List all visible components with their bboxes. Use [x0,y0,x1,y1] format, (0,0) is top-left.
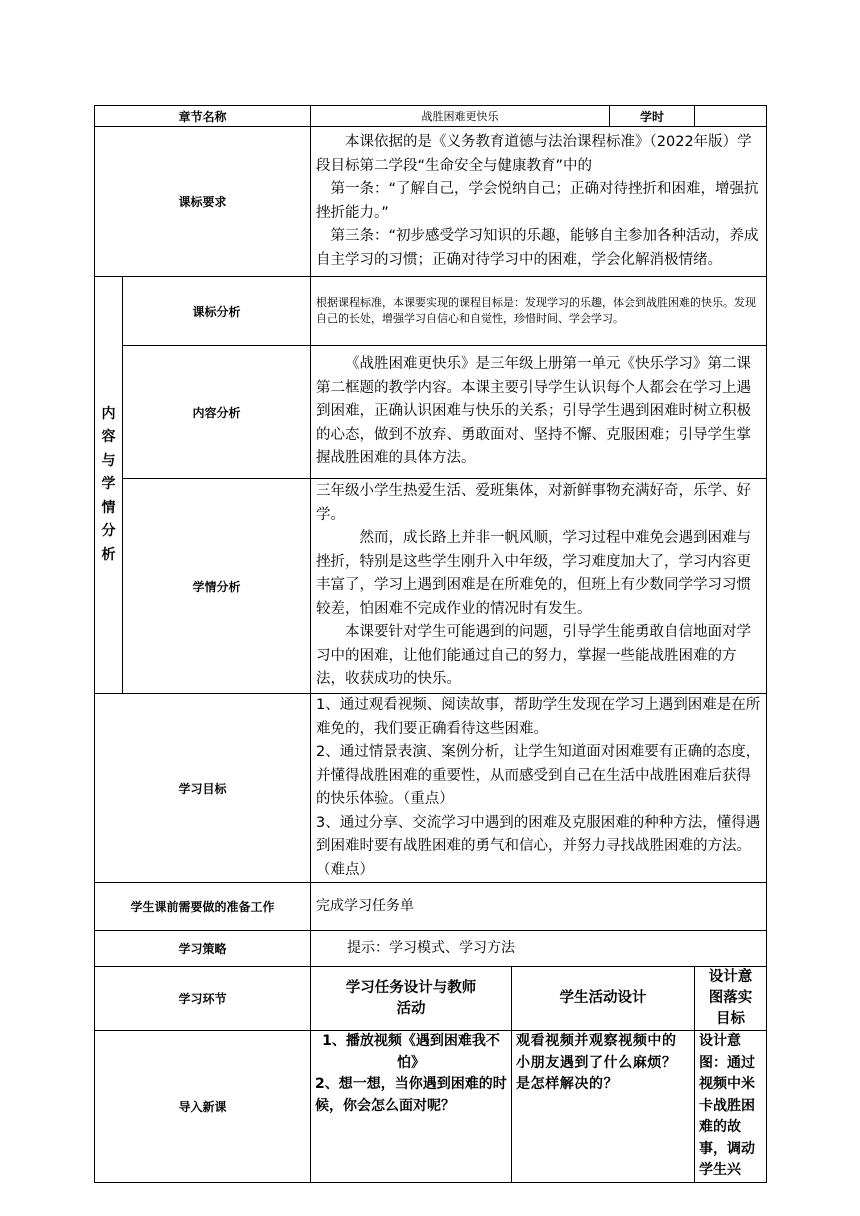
process-row-intro [95,1031,767,1183]
student-paragraph-2: 然而，成长路上并非一帆风顺，学习过程中难免会遇到困难与挫折，特别是这些学生刚升入中年级，学习难度加大了，学习内容更丰富了，学习上遇到困难是在所难免的，但班上有少数同学学习习惯较差，怕困难不完成作业的情况时有发生。 [316,530,752,617]
hours-label: 学时 [610,106,695,127]
objectives-row [95,694,767,883]
content-analysis-text: 《战胜困难更快乐》是三年级上册第一单元《快乐学习》第二课第二框题的教学内容。本课主要引导学生认识每个人都会在学习上遇到困难，正确认识困难与快乐的关系；引导学生遇到困难时树立积极的心态，做到不放弃、勇敢面对、坚持不懈、克服困难；引导学生掌握战胜困难的具体方法。 [311,346,767,479]
student-paragraph-3: 本课要针对学生可能遇到的问题，引导学生能勇敢自信地面对学习中的困难，让他们能通过自己的努力，掌握一些能战胜困难的方法，收获成功的快乐。 [316,624,752,688]
preparation-row [95,883,767,931]
stage-intro-label: 导入新课 [95,1031,311,1183]
preparation-label: 学生课前需要做的准备工作 [95,883,311,931]
curriculum-line-2: 第一条：“了解自己，学会悦纳自己；正确对待挫折和困难，增强抗挫折能力。” [316,181,759,221]
task-intro-1: 1、播放视频《遇到困难我不怕》 [322,1033,500,1071]
standard-analysis-text: 根据课程标准，本课要实现的课程目标是：发现学习的乐趣，体会到战胜困难的快乐。发现自己的长处，增强学习自信心和自觉性，珍惜时间、学会学习。 [311,277,767,346]
strategy-value: 提示：学习模式、学习方法 [311,931,767,967]
objectives-text [311,694,767,883]
curriculum-label: 课标要求 [95,127,311,277]
lesson-plan-page [94,105,766,1183]
objective-1: 1、通过观看视频、阅读故事，帮助学生发现在学习上遇到困难是在所难免的，我们要正确看待这些困难。 [316,697,761,737]
content-analysis-label: 内容分析 [123,346,311,479]
objective-3: 3、通过分享、交流学习中遇到的困难及克服困难的种种方法，懂得遇到困难时要有战胜困难的勇气和信心，并努力寻找战胜困难的方法。（难点） [316,814,761,878]
chapter-value: 战胜困难更快乐 [311,106,610,127]
standard-analysis-row [95,277,767,346]
curriculum-text [311,127,767,277]
analysis-group-label: 内 容 与 学 情 分 析 [95,277,123,694]
strategy-row [95,931,767,967]
intent-header: 设计意图落实目标 [695,967,767,1031]
intent-intro: 设计意图：通过视频中米卡战胜困难的故事，调动学生兴 [695,1031,767,1183]
process-header-row [95,967,767,1031]
task-header: 学习任务设计与教师活动 [311,967,512,1031]
chapter-label: 章节名称 [95,106,311,127]
student-paragraph-1: 三年级小学生热爱生活、爱班集体，对新鲜事物充满好奇，乐学、好学。 [316,483,752,523]
standard-analysis-label: 课标分析 [123,277,311,346]
curriculum-line-3: 第三条：“初步感受学习知识的乐趣，能够自主参加各种活动，养成自主学习的习惯；正确对待学习中的困难，学会化解消极情绪。 [316,228,759,268]
preparation-value: 完成学习任务单 [311,883,767,931]
student-analysis-row [95,479,767,694]
stage-header: 学习环节 [95,967,311,1031]
objective-2: 2、通过情景表演、案例分析，让学生知道面对困难要有正确的态度，并懂得战胜困难的重要性，从而感受到自己在生活中战胜困难后获得的快乐体验。（重点） [316,744,761,807]
curriculum-line-1: 本课依据的是《义务教育道德与法治课程标准》（2022年版）学段目标第二学段“生命安全与健康教育”中的 [316,134,752,174]
activity-header: 学生活动设计 [512,967,695,1031]
activity-intro: 观看视频并观察视频中的小朋友遇到了什么麻烦？是怎样解决的？ [512,1031,695,1183]
task-intro-2: 2、想一想，当你遇到困难的时候，你会怎么面对呢？ [315,1076,507,1114]
student-analysis-label: 学情分析 [123,479,311,694]
hours-value [695,106,767,127]
curriculum-row [95,127,767,277]
strategy-label: 学习策略 [95,931,311,967]
chapter-row [95,106,767,127]
content-analysis-row [95,346,767,479]
task-intro [311,1031,512,1183]
objectives-label: 学习目标 [95,694,311,883]
lesson-plan-table [94,105,767,1183]
student-analysis-text [311,479,767,694]
